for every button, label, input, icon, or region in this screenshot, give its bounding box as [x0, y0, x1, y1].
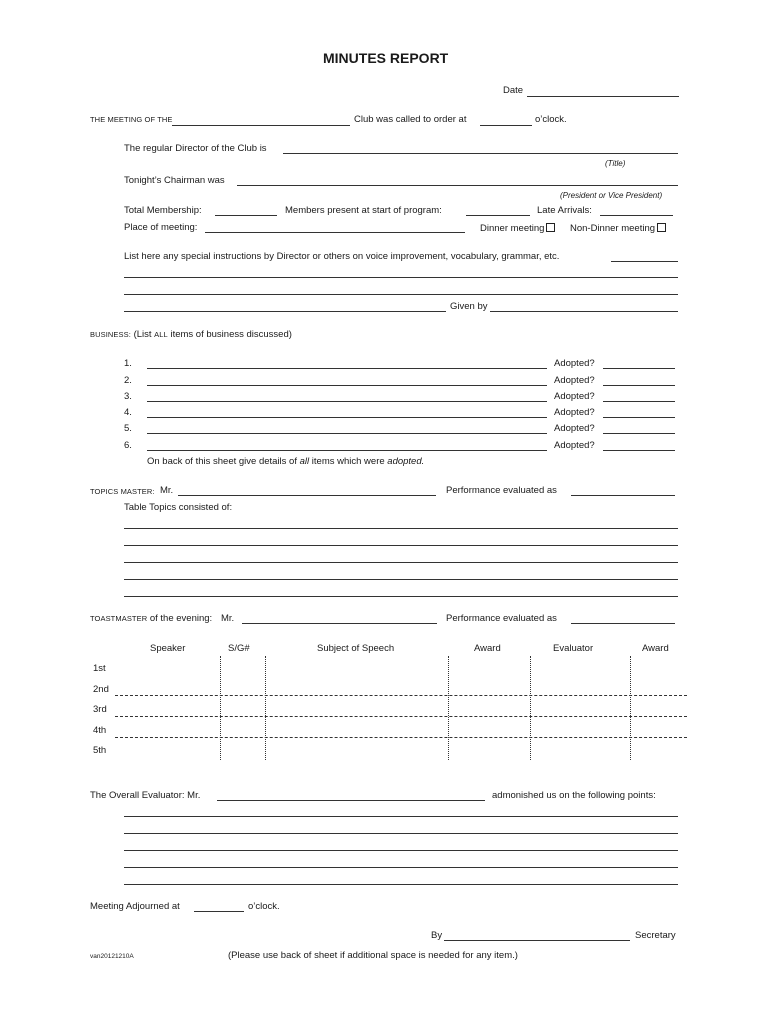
business-item-field[interactable]	[147, 385, 547, 386]
place-label: Place of meeting:	[124, 222, 198, 233]
note-mid: items which were	[311, 456, 385, 467]
non-dinner-checkbox[interactable]	[657, 223, 666, 232]
instructions-field[interactable]	[611, 261, 678, 262]
club-name-field[interactable]	[172, 125, 350, 126]
toastmaster-label-rest: of the evening:	[149, 613, 213, 624]
adopted-field[interactable]	[603, 450, 675, 451]
points-line[interactable]	[124, 816, 678, 817]
adopted-field[interactable]	[603, 417, 675, 418]
business-note	[147, 457, 424, 467]
topics-performance-label: Performance evaluated as	[446, 485, 557, 496]
business-item-number: 1.	[124, 358, 132, 369]
business-heading	[90, 330, 292, 340]
chairman-hint: (President or Vice President)	[560, 191, 663, 200]
instructions-label: List here any special instructions by Director or others on voice improvement, vocabulary, grammar, etc.	[124, 251, 560, 262]
called-to-order-label: Club was called to order at	[354, 114, 467, 125]
given-by-label: Given by	[450, 301, 488, 312]
adopted-field[interactable]	[603, 385, 675, 386]
column-divider	[220, 656, 221, 760]
dinner-meeting-label: Dinner meeting	[480, 223, 545, 234]
column-divider	[265, 656, 266, 760]
adopted-label: Adopted?	[554, 358, 595, 369]
topics-performance-field[interactable]	[571, 495, 675, 496]
dinner-checkbox[interactable]	[546, 223, 555, 232]
footer-note: (Please use back of sheet if additional space is needed for any item.)	[228, 950, 518, 961]
oclock-label: o’clock.	[535, 114, 567, 125]
business-item-number: 4.	[124, 407, 132, 418]
speech-row-label: 4th	[93, 725, 107, 736]
non-dinner-meeting-option[interactable]	[570, 223, 666, 234]
header-speaker: Speaker	[150, 643, 186, 654]
table-topics-line[interactable]	[124, 528, 678, 529]
adopted-field[interactable]	[603, 368, 675, 369]
header-award-2: Award	[642, 643, 669, 654]
speech-row-line[interactable]	[115, 716, 687, 717]
secretary-label: Secretary	[635, 930, 676, 941]
business-item-field[interactable]	[147, 401, 547, 402]
date-field[interactable]	[527, 96, 679, 97]
toastmaster-mr-label: Mr.	[221, 613, 235, 624]
members-present-label: Members present at start of program:	[285, 205, 442, 216]
total-membership-label: Total Membership:	[124, 205, 202, 216]
form-code: van20121210A	[90, 953, 134, 960]
table-topics-line[interactable]	[124, 596, 678, 597]
toastmaster-heading	[90, 614, 212, 624]
note-all: all	[299, 456, 310, 467]
adopted-label: Adopted?	[554, 391, 595, 402]
dinner-meeting-option[interactable]	[480, 223, 555, 234]
total-membership-field[interactable]	[215, 215, 277, 216]
points-line[interactable]	[124, 833, 678, 834]
business-item-number: 6.	[124, 440, 132, 451]
note-prefix: On back of this sheet give details of	[147, 456, 297, 467]
director-field[interactable]	[283, 153, 678, 154]
toastmaster-performance-field[interactable]	[571, 623, 675, 624]
toastmaster-label: TOASTMASTER	[90, 614, 148, 623]
note-adopted: adopted.	[387, 456, 425, 467]
instructions-line[interactable]	[124, 277, 678, 278]
header-sg: S/G#	[228, 643, 250, 654]
business-all: ALL	[154, 330, 168, 339]
topics-mr-label: Mr.	[160, 485, 174, 496]
adopted-label: Adopted?	[554, 440, 595, 451]
given-by-field[interactable]	[490, 311, 678, 312]
adopted-label: Adopted?	[554, 423, 595, 434]
adopted-label: Adopted?	[554, 375, 595, 386]
admonished-label: admonished us on the following points:	[492, 790, 656, 801]
header-award: Award	[474, 643, 501, 654]
speech-row-line[interactable]	[115, 737, 687, 738]
business-item-field[interactable]	[147, 368, 547, 369]
business-list-prefix: (List	[133, 329, 152, 340]
director-label: The regular Director of the Club is	[124, 143, 267, 154]
business-label: BUSINESS:	[90, 330, 131, 339]
instructions-line[interactable]	[124, 294, 678, 295]
adjourned-label: Meeting Adjourned at	[90, 901, 180, 912]
adopted-label: Adopted?	[554, 407, 595, 418]
adopted-field[interactable]	[603, 401, 675, 402]
chairman-field[interactable]	[237, 185, 678, 186]
business-list-suffix: items of business discussed)	[170, 329, 292, 340]
column-divider	[448, 656, 449, 760]
points-line[interactable]	[124, 867, 678, 868]
overall-evaluator-field[interactable]	[217, 800, 485, 801]
column-divider	[630, 656, 631, 760]
instructions-line[interactable]	[124, 311, 446, 312]
page-title: MINUTES REPORT	[323, 50, 449, 66]
header-evaluator: Evaluator	[553, 643, 594, 654]
topics-master-field[interactable]	[178, 495, 436, 496]
by-label: By	[431, 930, 443, 941]
late-arrivals-field[interactable]	[600, 215, 673, 216]
header-subject: Subject of Speech	[317, 643, 395, 654]
toastmaster-field[interactable]	[242, 623, 437, 624]
meeting-intro-label: THE MEETING OF THE	[90, 115, 173, 124]
speech-row-label: 1st	[93, 663, 106, 674]
non-dinner-meeting-label: Non-Dinner meeting	[570, 223, 656, 234]
speech-row-label: 5th	[93, 745, 107, 756]
toastmaster-performance-label: Performance evaluated as	[446, 613, 557, 624]
secretary-signature-field[interactable]	[444, 940, 630, 941]
speech-row-line[interactable]	[115, 695, 687, 696]
adjourned-oclock: o’clock.	[248, 901, 280, 912]
points-line[interactable]	[124, 850, 678, 851]
order-time-field[interactable]	[480, 125, 532, 126]
business-item-field[interactable]	[147, 450, 547, 451]
points-line[interactable]	[124, 884, 678, 885]
adopted-field[interactable]	[603, 433, 675, 434]
table-topics-line[interactable]	[124, 545, 678, 546]
chairman-label: Tonight’s Chairman was	[124, 175, 225, 186]
column-divider	[530, 656, 531, 760]
business-item-number: 5.	[124, 423, 132, 434]
speech-row-label: 2nd	[93, 684, 109, 695]
table-topics-label: Table Topics consisted of:	[124, 502, 233, 513]
speech-row-label: 3rd	[93, 704, 107, 715]
late-arrivals-label: Late Arrivals:	[537, 205, 592, 216]
members-present-field[interactable]	[466, 215, 530, 216]
business-item-field[interactable]	[147, 417, 547, 418]
overall-evaluator-label: The Overall Evaluator: Mr.	[90, 790, 201, 801]
date-label: Date	[503, 85, 524, 96]
topics-master-label: TOPICS MASTER:	[90, 487, 155, 496]
table-topics-line[interactable]	[124, 579, 678, 580]
adjourned-time-field[interactable]	[194, 911, 244, 912]
business-item-field[interactable]	[147, 433, 547, 434]
business-item-number: 3.	[124, 391, 132, 402]
place-field[interactable]	[205, 232, 465, 233]
table-topics-line[interactable]	[124, 562, 678, 563]
director-hint: (Title)	[605, 159, 626, 168]
business-item-number: 2.	[124, 375, 132, 386]
